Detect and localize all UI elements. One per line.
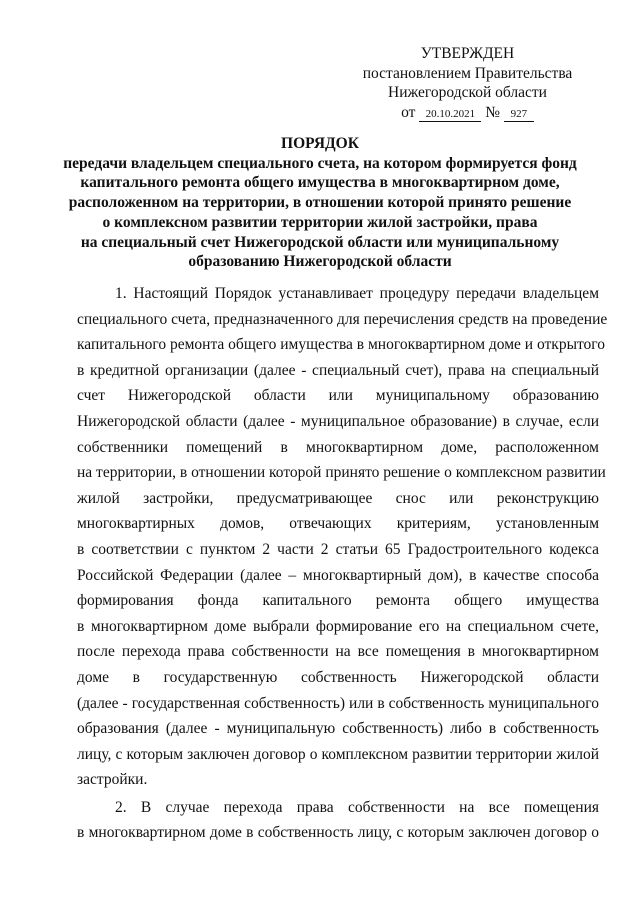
paragraph-line: счет Нижегородской области или муниципальному образованию (77, 387, 599, 405)
title-line: образованию Нижегородской области (188, 253, 452, 271)
paragraph-line: в многоквартирном доме выбрали формирование его на специальном счете, (77, 617, 599, 635)
title-heading: ПОРЯДОК (281, 135, 359, 152)
title-line: о комплексном развитии территории жилой застройки, права (102, 213, 538, 231)
paragraph-line: Российской Федерации (далее – многоквартирный дом), в качестве способа (77, 566, 599, 584)
paragraph-line: застройки. (77, 771, 148, 789)
approval-number: 927 (504, 108, 534, 122)
paragraph-1 (77, 281, 608, 793)
date-prefix: от (401, 103, 416, 121)
paragraph-line: лицу, с которым заключен договор о комплексном развитии территории жилой (77, 745, 599, 763)
paragraph-line: специального счета, предназначенного для перечисления средств на проведение (77, 310, 608, 328)
title-line: капитального ремонта общего имущества в многоквартирном доме, (80, 174, 560, 192)
document-body (77, 281, 608, 846)
paragraph-line: (далее - государственная собственность) или в собственность муниципального (77, 694, 599, 712)
paragraph-line: 2. В случае перехода права собственности на все помещения (115, 798, 599, 816)
document-title (60, 134, 580, 272)
paragraph-line: Нижегородской области (далее - муниципальное образование) в случае, если (77, 412, 599, 430)
paragraph-line: жилой застройки, предусматривающее снос или реконструкцию (77, 489, 599, 507)
approval-by: постановлением Правительства (362, 64, 573, 82)
paragraph-line: капитального ремонта общего имущества в многоквартирном доме и открытого (77, 336, 606, 354)
paragraph-line: после перехода права собственности на все помещения в многоквартирном (77, 643, 599, 661)
approval-stamp (355, 44, 580, 122)
paragraph-line: многоквартирных домов, отвечающих критериям, установленным (77, 515, 599, 533)
approval-status: УТВЕРЖДЕН (420, 45, 515, 62)
paragraph-line: в многоквартирном доме в собственность лицу, с которым заключен договор о (77, 824, 599, 842)
paragraph-2 (77, 795, 599, 846)
paragraph-line: 1. Настоящий Порядок устанавливает процедуру передачи владельцем (115, 285, 599, 302)
title-line: на специальный счет Нижегородской области или муниципальному (80, 233, 560, 251)
paragraph-line: доме в государственную собственность Нижегородской области (77, 668, 599, 686)
approval-date: 20.10.2021 (419, 108, 481, 122)
paragraph-line: собственники помещений в многоквартирном доме, расположенном (77, 438, 599, 456)
paragraph-line: на территории, в отношении которой принято решение о комплексном развитии (77, 464, 606, 482)
paragraph-line: в соответствии с пунктом 2 части 2 статьи 65 Градостроительного кодекса (77, 540, 599, 558)
title-line: передачи владельцем специального счета, на котором формируется фонд (63, 154, 577, 172)
approval-region: Нижегородской области (388, 84, 547, 101)
paragraph-line: формирования фонда капитального ремонта общего имущества (77, 592, 599, 610)
paragraph-line: в кредитной организации (далее - специальный счет), права на специальный (77, 361, 599, 379)
number-sign: № (485, 103, 500, 121)
approval-date-line (355, 103, 580, 123)
title-line: расположенном на территории, в отношении которой принято решение (68, 194, 572, 212)
paragraph-line: образования (далее - муниципальную собственность) либо в собственность (77, 720, 599, 738)
